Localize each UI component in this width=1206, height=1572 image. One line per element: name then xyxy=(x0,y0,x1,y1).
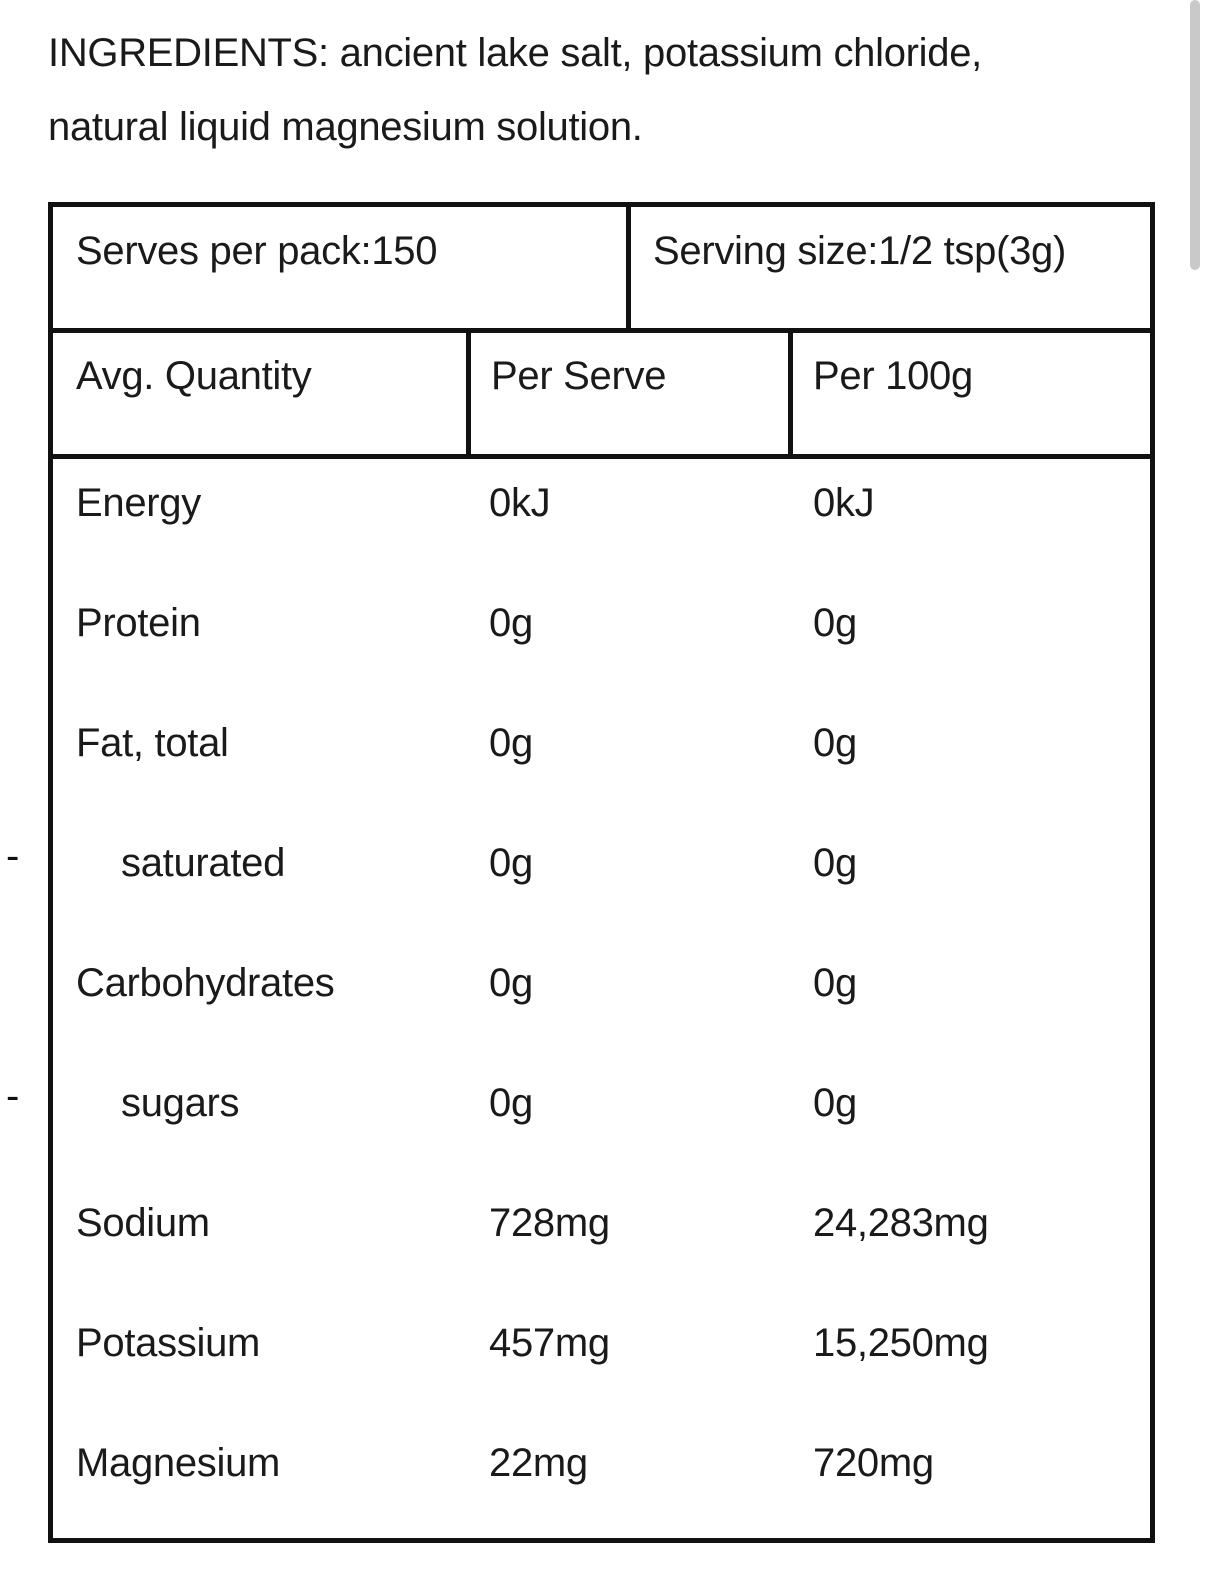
scrollbar[interactable] xyxy=(1190,0,1200,270)
serves-per-pack: Serves per pack:150 xyxy=(76,229,438,273)
table-row xyxy=(53,1419,1150,1539)
sub-row-marker: - xyxy=(6,834,20,878)
ingredients-line-2: natural liquid magnesium solution. xyxy=(48,105,643,149)
table-row xyxy=(53,819,1150,939)
divider xyxy=(788,333,793,454)
header-per-100g: Per 100g xyxy=(813,354,973,398)
nutrient-name: Potassium xyxy=(76,1321,261,1365)
per-serve-value: 0g xyxy=(489,841,533,885)
per-100g-value: 720mg xyxy=(813,1441,934,1485)
nutrient-name: Fat, total xyxy=(76,721,229,765)
table-row xyxy=(53,699,1150,819)
per-100g-value: 0g xyxy=(813,601,857,645)
divider xyxy=(466,333,471,454)
per-serve-value: 728mg xyxy=(489,1201,610,1245)
per-serve-value: 22mg xyxy=(489,1441,588,1485)
per-100g-value: 0kJ xyxy=(813,481,875,525)
per-serve-value: 0g xyxy=(489,961,533,1005)
per-serve-value: 457mg xyxy=(489,1321,610,1365)
divider xyxy=(626,207,631,328)
per-serve-value: 0kJ xyxy=(489,481,551,525)
ingredients-line-1: INGREDIENTS: ancient lake salt, potassium chloride, xyxy=(48,31,982,75)
per-100g-value: 0g xyxy=(813,841,857,885)
nutrient-name: Sodium xyxy=(76,1201,210,1245)
nutrient-name: Energy xyxy=(76,481,201,525)
nutrient-name: Protein xyxy=(76,601,201,645)
table-header-row xyxy=(53,333,1150,459)
table-row xyxy=(53,1299,1150,1419)
table-row xyxy=(53,939,1150,1059)
per-serve-value: 0g xyxy=(489,1081,533,1125)
per-serve-value: 0g xyxy=(489,721,533,765)
ingredients-text xyxy=(48,16,1148,164)
header-per-serve: Per Serve xyxy=(491,354,667,398)
nutrient-name: Carbohydrates xyxy=(76,961,335,1005)
sub-row-marker: - xyxy=(6,1074,20,1118)
nutrient-name: Magnesium xyxy=(76,1441,281,1485)
per-100g-value: 0g xyxy=(813,961,857,1005)
header-avg-quantity: Avg. Quantity xyxy=(76,354,312,398)
per-100g-value: 24,283mg xyxy=(813,1201,989,1245)
serving-info-row xyxy=(53,207,1150,333)
table-row xyxy=(53,1179,1150,1299)
nutrition-table xyxy=(48,202,1155,1543)
per-100g-value: 0g xyxy=(813,1081,857,1125)
nutrient-name: saturated xyxy=(121,841,286,885)
nutrient-name: sugars xyxy=(121,1081,240,1125)
table-row xyxy=(53,1059,1150,1179)
per-100g-value: 15,250mg xyxy=(813,1321,989,1365)
per-100g-value: 0g xyxy=(813,721,857,765)
table-row xyxy=(53,579,1150,699)
serving-size: Serving size:1/2 tsp(3g) xyxy=(653,229,1066,273)
per-serve-value: 0g xyxy=(489,601,533,645)
table-row xyxy=(53,459,1150,579)
